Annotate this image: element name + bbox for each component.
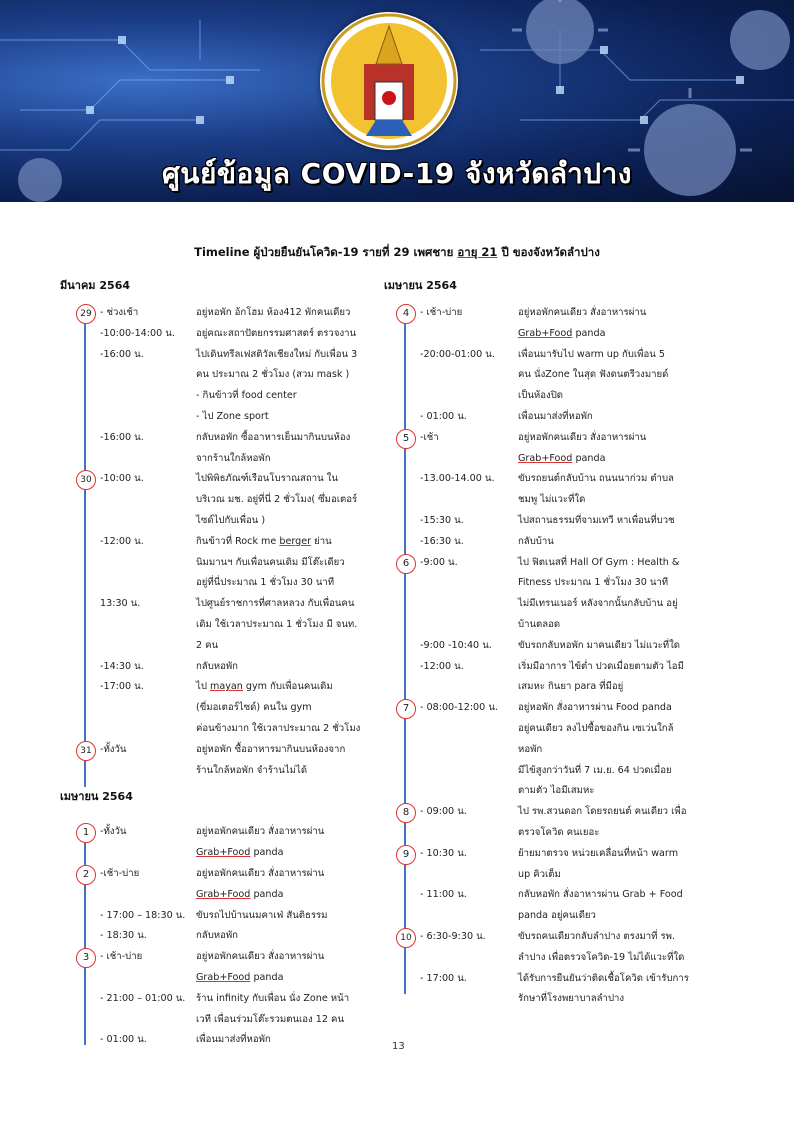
event-time: 13:30 น. — [100, 598, 141, 610]
event-description-line: - กินข้าวที่ food center — [196, 390, 297, 402]
event-time: - 21:00 – 01:00 น. — [100, 992, 186, 1004]
event-time: - 6:30-9:30 น. — [420, 931, 486, 942]
event-description — [196, 740, 345, 782]
event-description-line: เป็นห้องปิด — [518, 390, 564, 402]
event-description — [196, 469, 357, 531]
event-description-line: อยู่หอพักคนเดียว สั่งอาหารผ่าน — [196, 826, 325, 838]
event-description-line: ไป ฟิตเนสที่ Hall Of Gym : Health & — [518, 556, 680, 568]
event-time: -9:00 -10:40 น. — [420, 639, 492, 651]
event-description-line: เพื่อนมาส่งที่หอพัก — [518, 411, 593, 422]
event-time: - 17:00 น. — [420, 972, 467, 984]
event-description-line: อยู่ที่นี่ประมาณ 1 ชั่วโมง 30 นาที — [196, 577, 335, 589]
day-marker-10: 10 — [396, 928, 416, 948]
timeline-line — [84, 314, 86, 794]
event-time: -12:00 น. — [100, 535, 144, 547]
event-description — [196, 657, 238, 678]
event-description-line: Grab+Food panda — [196, 847, 284, 859]
event-description — [518, 428, 646, 470]
title-post: ปี ของจังหวัดลำปาง — [497, 245, 600, 259]
event-description-line: ลำปาง เพื่อตรวจโควิด-19 ไม่ได้แวะที่ใด — [518, 951, 685, 963]
event-description-line: ไปสถานธรรมที่จามเทวี หาเพื่อนที่บวช — [518, 515, 675, 526]
event-time: - ช่วงเช้า — [100, 307, 139, 318]
lampang-seal-logo — [320, 12, 458, 150]
event-description-line: ย้ายมาตรวจ หน่วยเคลื่อนที่หน้า warm — [518, 847, 679, 859]
event-description-line: กลับหอพัก ซื้ออาหารเย็นมากินบนห้อง — [196, 431, 351, 443]
event-description-line: (ขี่มอเตอร์ไซด์) คนใน gym — [196, 702, 312, 714]
event-description-line: จากร้านใกล้หอพัก — [196, 452, 271, 464]
event-time: -ทั้งวัน — [100, 743, 127, 755]
event-description — [196, 532, 345, 594]
event-description-line: คน นั่งZone ในสุด ฟังดนตรีวงมายด์ — [518, 369, 669, 381]
event-description-line: Fitness ประมาณ 1 ชั่วโมง 30 นาที — [518, 577, 669, 589]
event-description-line: Grab+Food panda — [518, 327, 606, 339]
day-marker-8: 8 — [396, 803, 416, 823]
event-time: - 10:30 น. — [420, 847, 467, 859]
event-time: -16:00 น. — [100, 348, 144, 360]
month-heading: เมษายน 2564 — [384, 279, 457, 292]
event-description — [518, 345, 668, 407]
event-description-line: อยู่หอพักคนเดียว สั่งอาหารผ่าน — [518, 307, 647, 318]
page-number: 13 — [392, 1041, 405, 1052]
event-description-line: panda อยู่คนเดียว — [518, 910, 596, 922]
event-time: -16:00 น. — [100, 431, 144, 443]
event-description-line: Grab+Food panda — [518, 452, 606, 464]
event-time: -13.00-14.00 น. — [420, 473, 495, 485]
event-time: - 17:00 – 18:30 น. — [100, 909, 186, 921]
event-description-line: อยู่หอพักคนเดียว สั่งอาหารผ่าน — [196, 951, 325, 963]
event-description-line: ขับรถคนเดียวกลับลำปาง ตรงมาที่ รพ. — [518, 931, 676, 942]
event-description-line: Grab+Food panda — [196, 971, 284, 983]
event-time: - เช้า-บ่าย — [100, 951, 143, 963]
event-description — [196, 947, 324, 989]
event-description — [518, 636, 680, 657]
event-time: -17:00 น. — [100, 681, 144, 693]
event-time: - 18:30 น. — [100, 930, 147, 942]
event-time: - 01:00 น. — [420, 411, 467, 422]
event-description — [196, 677, 360, 739]
event-description-line: อยู่คนเดียว ลงไปซื้อของกิน เซเว่นใกล้ — [518, 722, 674, 734]
event-description — [196, 324, 356, 345]
event-description-line: เริ่มมีอาการ ไข้ต่ำ ปวดเมื่อยตามตัว ไอมี — [518, 660, 684, 672]
event-description-line: เพื่อนมาส่งที่หอพัก — [196, 1034, 271, 1046]
event-time: -20:00-01:00 น. — [420, 348, 495, 360]
event-description — [518, 802, 686, 844]
event-description-line: ตามตัว ไอมีเสมหะ — [518, 785, 595, 797]
event-description — [518, 698, 674, 802]
event-description-line: อยู่หอพัก อ้กโฮม ห้อง412 พักคนเดียว — [196, 307, 351, 318]
event-description-line: ขับรถกลับหอพัก มาคนเดียว ไม่แวะที่ใด — [518, 639, 681, 651]
event-description — [196, 864, 324, 906]
event-description-line: เดิม ใช้เวลาประมาณ 1 ชั่วโมง มี จนท. — [196, 618, 358, 630]
document-title — [0, 244, 794, 262]
banner — [0, 0, 794, 202]
event-description-line: ขับรถยนต์กลับบ้าน ถนนนาก่วม ตำบล — [518, 473, 674, 485]
event-description-line: หอพัก — [518, 743, 543, 755]
day-marker-7: 7 — [396, 699, 416, 719]
event-description-line: นิมมานฯ กับเพื่อนคนเดิม มีโต๊ะเดียว — [196, 556, 345, 568]
event-description-line: รักษาที่โรงพยาบาลลำปาง — [518, 993, 625, 1005]
month-heading: มีนาคม 2564 — [60, 279, 131, 292]
event-time: -15:30 น. — [420, 515, 464, 526]
event-description-line: ไป mayan gym กับเพื่อนคนเดิม — [196, 681, 333, 693]
event-description — [196, 594, 357, 656]
banner-title: ศูนย์ข้อมูล COVID-19 จังหวัดลำปาง — [162, 157, 632, 190]
day-marker-4: 4 — [396, 304, 416, 324]
day-marker-29: 29 — [76, 304, 96, 324]
event-description — [518, 927, 684, 969]
event-description — [518, 511, 675, 532]
event-description-line: ได้รับการยืนยันว่าติดเชื้อโควิด เข้ารับการ — [518, 972, 689, 984]
event-description-line: อยู่คณะสถาปัตยกรรมศาสตร์ ตรวจงาน — [196, 327, 357, 339]
event-time: - 09:00 น. — [420, 806, 467, 818]
day-marker-30: 30 — [76, 470, 96, 490]
event-description — [518, 657, 684, 699]
timeline-line — [84, 823, 86, 1045]
event-description-line: กลับหอพัก — [196, 930, 238, 942]
event-description-line: up คิวเต็ม — [518, 868, 561, 880]
event-description-line: เพื่อนมารับไป warm up กับเพื่อน 5 — [518, 348, 665, 360]
event-time: -ทั้งวัน — [100, 826, 127, 838]
event-time: - เช้า-บ่าย — [420, 307, 463, 318]
event-description-line: ไซด์ไปกับเพื่อน ) — [196, 514, 266, 526]
event-description — [518, 532, 554, 553]
event-time: -12:00 น. — [420, 660, 464, 672]
event-description — [196, 906, 328, 927]
event-description-line: ร้าน infinity กับเพื่อน นั่ง Zone หน้า — [196, 992, 350, 1004]
event-time: - 11:00 น. — [420, 889, 467, 901]
event-description — [518, 469, 674, 511]
event-description-line: มีไข้สูงกว่าวันที่ 7 เม.ย. 64 ปวดเมื่อย — [518, 764, 672, 776]
event-time: -10:00-14:00 น. — [100, 327, 175, 339]
event-description-line: ไปศูนย์ราชการที่ศาลหลวง กับเพื่อนคน — [196, 598, 355, 610]
title-age: อายุ 21 — [457, 245, 498, 259]
event-time: -16:30 น. — [420, 535, 464, 547]
event-description-line: อยู่หอพัก สั่งอาหารผ่าน Food panda — [518, 702, 672, 714]
event-description — [196, 428, 350, 470]
event-description-line: 2 คน — [196, 639, 219, 651]
day-marker-1: 1 — [76, 823, 96, 843]
event-time: - 08:00-12:00 น. — [420, 702, 498, 714]
event-description-line: คน ประมาณ 2 ชั่วโมง (สวม mask ) — [196, 369, 350, 381]
month-heading: เมษายน 2564 — [60, 787, 135, 805]
event-description-line: กลับหอพัก — [196, 660, 238, 672]
day-marker-5: 5 — [396, 429, 416, 449]
event-description-line: อยู่หอพักคนเดียว สั่งอาหารผ่าน — [196, 868, 325, 879]
event-description — [196, 303, 350, 324]
event-description — [518, 407, 593, 428]
event-description-line: ค่อนข้างมาก ใช้เวลาประมาณ 2 ชั่วโมง — [196, 722, 361, 734]
event-description-line: ไปเดินทรีลเฟสติวัลเชียงใหม่ กับเพื่อน 3 — [196, 348, 358, 360]
event-time: -10:00 น. — [100, 473, 144, 485]
event-description-line: อยู่หอพักคนเดียว สั่งอาหารผ่าน — [518, 431, 647, 443]
event-description-line: เวที เพื่อนร่วมโต๊ะรวมตนเอง 12 คน — [196, 1013, 345, 1025]
event-time: -9:00 น. — [420, 556, 458, 568]
event-description-line: ไปพิพิธภัณฑ์เรือนโบราณสถาน ใน — [196, 473, 338, 485]
event-time: - 01:00 น. — [100, 1034, 147, 1046]
event-description — [518, 969, 689, 1011]
event-description-line: เสมหะ กินยา para ที่มีอยู่ — [518, 681, 624, 693]
event-description — [518, 553, 679, 636]
event-description — [196, 345, 357, 428]
event-description — [518, 885, 683, 927]
day-marker-31: 31 — [76, 741, 96, 761]
event-description-line: ขับรถไปบ้านนมคาเฟ่ สันติธรรม — [196, 909, 328, 921]
event-description-line: กลับหอพัก สั่งอาหารผ่าน Grab + Food — [518, 889, 683, 901]
event-description-line: อยู่หอพัก ซื้ออาหารมากินบนห้องจาก — [196, 743, 346, 755]
event-description — [196, 926, 238, 947]
event-description-line: ร้านใกล้หอพัก จำร้านไม่ได้ — [196, 764, 308, 776]
event-description — [518, 303, 646, 345]
event-description-line: กลับบ้าน — [518, 535, 554, 547]
timeline-line — [404, 314, 406, 994]
event-description-line: Grab+Food panda — [196, 888, 284, 900]
event-description — [196, 989, 349, 1031]
event-description-line: ไม่มีเทรนเนอร์ หลังจากนั้นกลับบ้าน อยู่ — [518, 598, 678, 610]
event-description-line: บ้านตลอด — [518, 618, 561, 630]
day-marker-2: 2 — [76, 865, 96, 885]
event-description-line: บริเวณ มช. อยู่ที่นี่ 2 ชั่วโมง( ซึ่มอเตอร์ — [196, 494, 358, 506]
event-description-line: ตรวจโควิด คนเยอะ — [518, 826, 600, 838]
title-pre: Timeline ผู้ป่วยยืนยันโควิด-19 รายที่ 29 เพศชาย — [194, 245, 458, 259]
event-description-line: ชมพู ไม่แวะที่ใด — [518, 494, 586, 506]
event-description-line: - ไป Zone sport — [196, 410, 269, 422]
event-description-line: กินข้าวที่ Rock me berger ย่าน — [196, 535, 332, 547]
day-marker-9: 9 — [396, 845, 416, 865]
event-description-line: ไป รพ.สวนดอก โดยรถยนต์ คนเดียว เพื่อ — [518, 806, 687, 818]
event-time: -เช้า — [420, 431, 439, 443]
event-description — [196, 822, 324, 864]
day-marker-6: 6 — [396, 554, 416, 574]
event-description — [518, 844, 678, 886]
event-time: -14:30 น. — [100, 660, 144, 672]
event-description — [196, 1030, 271, 1051]
day-marker-3: 3 — [76, 948, 96, 968]
event-time: -เช้า-บ่าย — [100, 868, 140, 879]
